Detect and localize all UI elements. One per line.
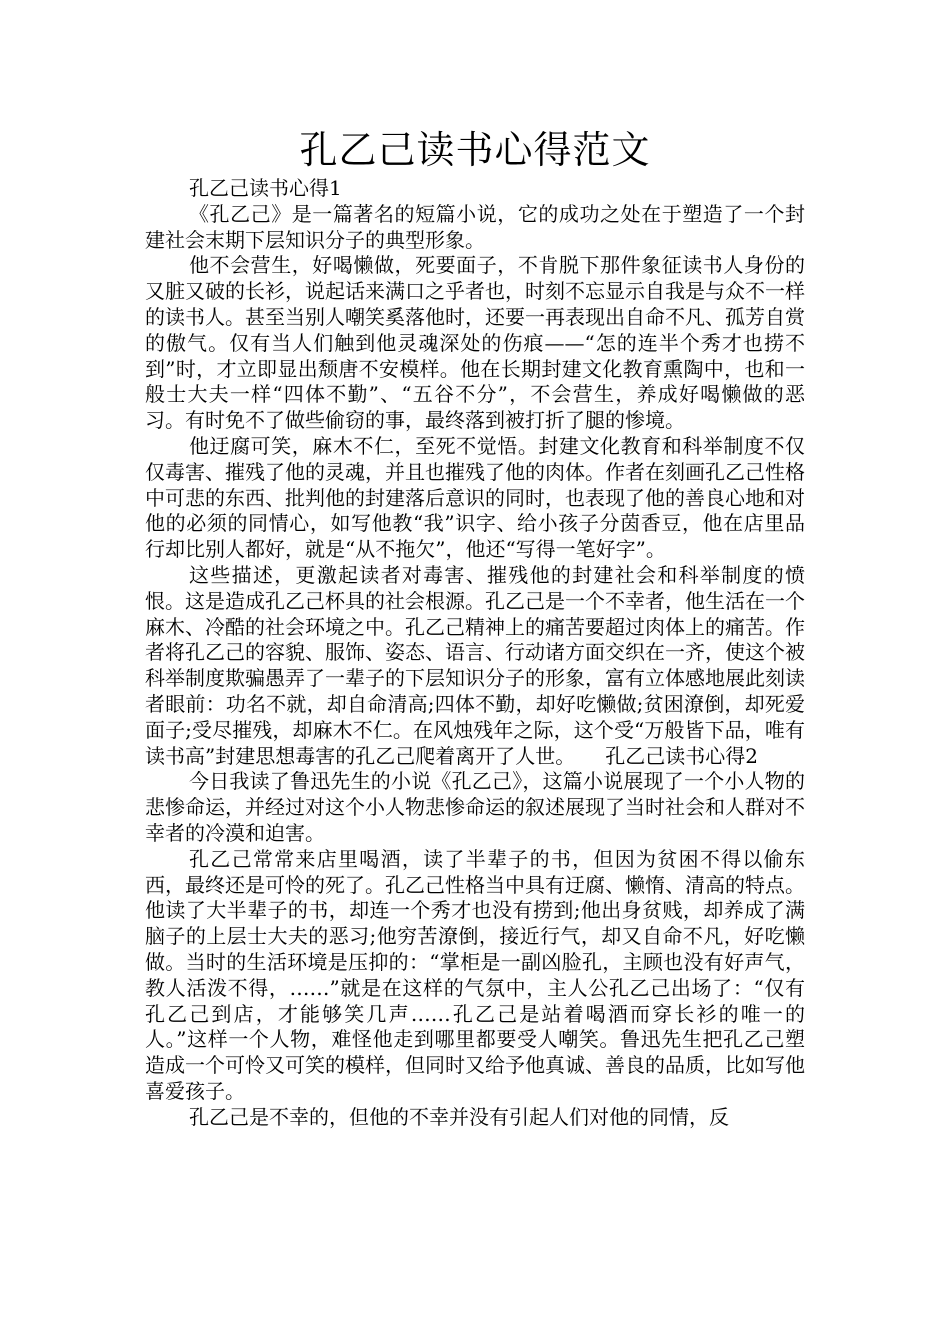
paragraph: 孔乙己常常来店里喝酒，读了半辈子的书，但因为贫困不得以偷东西，最终还是可怜的死了。孔乙己性格当中具有迂腐、懒惰、清高的特点。他读了大半辈子的书，却连一个秀才也没有捞到;他出身贫贱，却养成了满脑子的上层士大夫的恶习;他穷苦潦倒，接近行气，却又自命不凡，好吃懒做。当时的生活环境是压抑的：“掌柜是一副凶脸孔，主顾也没有好声气，教人活泼不得，……”就是在这样的气氛中，主人公孔乙己出场了：“仅有孔乙己到店，才能够笑几声……孔乙己是站着喝酒而穿长衫的唯一的人。”这样一个人物，难怪他走到哪里都要受人嘲笑。鲁迅先生把孔乙己塑造成一个可怜又可笑的模样，但同时又给予他真诚、善良的品质，比如写他喜爱孩子。 (145, 846, 805, 1103)
paragraph: 他迂腐可笑，麻木不仁，至死不觉悟。封建文化教育和科举制度不仅仅毒害、摧残了他的灵魂，并且也摧残了他的肉体。作者在刻画孔乙己性格中可悲的东西、批判他的封建落后意识的同时，也表现了他的善良心地和对他的必须的同情心，如写他教“我”识字、给小孩子分茵香豆，他在店里品行却比别人都好，就是“从不拖欠”，他还“写得一笔好字”。 (145, 433, 805, 562)
document-body (145, 176, 805, 1130)
paragraph: 孔乙己是不幸的，但他的不幸并没有引起人们对他的同情，反 (189, 1104, 729, 1129)
section-heading-1: 孔乙己读书心得1 (189, 176, 342, 200)
paragraph: 这些描述，更激起读者对毒害、摧残他的封建社会和科举制度的愤恨。这是造成孔乙己杯具的社会根源。孔乙己是一个不幸者，他生活在一个麻木、冷酷的社会环境之中。孔乙己精神上的痛苦要超过肉体上的痛苦。作者将孔乙己的容貌、服饰、姿态、语言、行动诸方面交织在一齐，使这个被科举制度欺骗愚弄了一辈子的下层知识分子的形象，富有立体感地展此刻读者眼前：功名不就，却自命清高;四体不勤，却好吃懒做;贫困潦倒，却死爱面子;受尽摧残，却麻木不仁。在风烛残年之际，这个受“万般皆下品，唯有读书高”封建思想毒害的孔乙己爬着离开了人世。 孔乙己读书心得2 (145, 562, 805, 768)
paragraph: 今日我读了鲁迅先生的小说《孔乙己》，这篇小说展现了一个小人物的悲惨命运，并经过对这个小人物悲惨命运的叙述展现了当时社会和人群对不幸者的冷漠和迫害。 (145, 769, 805, 845)
paragraph: 《孔乙己》是一篇著名的短篇小说，它的成功之处在于塑造了一个封建社会末期下层知识分子的典型形象。 (145, 201, 805, 252)
document-title: 孔乙己读书心得范文 (299, 128, 651, 172)
paragraph: 他不会营生，好喝懒做，死要面子，不肯脱下那件象征读书人身份的又脏又破的长衫，说起话来满口之乎者也，时刻不忘显示自我是与众不一样的读书人。甚至当别人嘲笑奚落他时，还要一再表现出自命不凡、孤芳自赏的傲气。仅有当人们触到他灵魂深处的伤痕——“怎的连半个秀才也捞不到”时，才立即显出颓唐不安模样。他在长期封建文化教育熏陶中，也和一般士大夫一样“四体不勤”、“五谷不分”，不会营生，养成好喝懒做的恶习。有时免不了做些偷窃的事，最终落到被打折了腿的惨境。 (145, 253, 805, 433)
